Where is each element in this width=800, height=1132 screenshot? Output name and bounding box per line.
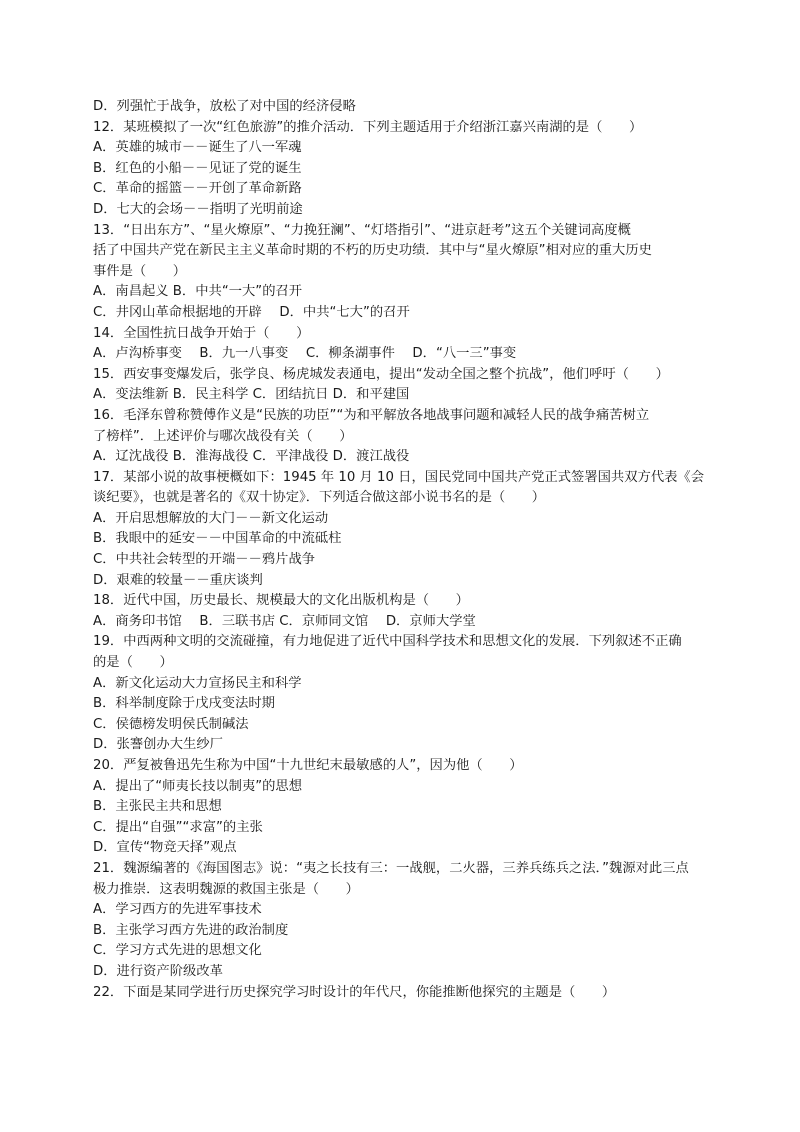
text-line: 括了中国共产党在新民主主义革命时期的不朽的历史功绩．其中与“星火燎原”相对应的重大历史 — [93, 243, 652, 259]
text-line: B．我眼中的延安－－中国革命的中流砥柱 — [93, 531, 342, 547]
text-line: 20．严复被鲁迅先生称为中国“十九世纪末最敏感的人”，因为他（ ） — [93, 758, 523, 773]
text-line: B．科举制度除于戊戌变法时期 — [93, 696, 275, 712]
text-line: B．红色的小船－－见证了党的诞生 — [93, 160, 302, 176]
text-line: D．宣传“物竞天择”观点 — [93, 840, 237, 856]
text-line: 事件是（ ） — [93, 263, 187, 279]
text-line: 22．下面是某同学进行历史探究学习时设计的年代尺，你能推断他探究的主题是（ ） — [93, 984, 616, 1000]
text-line: 12．某班模拟了一次“红色旅游”的推介活动．下列主题适用于介绍浙江嘉兴南湖的是（ ） — [93, 119, 643, 135]
text-line: A．卢沟桥事变 B．九一八事变 C．柳条湖事件 D．“八一三”事变 — [93, 346, 517, 362]
text-line: 21．魏源编著的《海国图志》说：“夷之长技有三：一战舰，二火器，三养兵练兵之法．”魏源对此三点 — [93, 860, 689, 876]
text-line: C．革命的摇篮－－开创了革命新路 — [93, 181, 302, 197]
text-line: C．侯德榜发明侯氏制碱法 — [93, 716, 249, 732]
text-line: D．艰难的较量－－重庆谈判 — [93, 572, 263, 588]
text-line: A．提出了“师夷长技以制夷”的思想 — [93, 778, 303, 794]
text-line: A．变法维新 B．民主科学 C．团结抗日 D．和平建国 — [93, 387, 410, 403]
text-line: 17．某部小说的故事梗概如下：1945 年 10 月 10 日，国民党同中国共产党正式签署国共双方代表《会 — [93, 469, 705, 485]
text-line: D．进行资产阶级改革 — [93, 963, 223, 979]
text-line: B．主张学习西方先进的政治制度 — [93, 922, 289, 938]
text-line: A．新文化运动大力宣扬民主和科学 — [93, 675, 302, 691]
text-line: 13．“日出东方”、“星火燎原”、“力挽狂澜”、“灯塔指引”、“进京赶考”这五个关键词高度概 — [93, 222, 631, 238]
text-line: 15．西安事变爆发后，张学良、杨虎城发表通电，提出“发动全国之整个抗战”，他们呼吁（ ） — [93, 366, 669, 382]
text-line: C．中共社会转型的开端－－鸦片战争 — [93, 552, 316, 568]
text-line: C．提出“自强”“求富”的主张 — [93, 819, 263, 835]
text-line: C．井冈山革命根据地的开辟 D．中共“七大”的召开 — [93, 304, 410, 320]
text-line: 16．毛泽东曾称赞傅作义是“民族的功臣”“为和平解放各地战事问题和减轻人民的战争痛苦树立 — [93, 407, 650, 423]
text-line: B．主张民主共和思想 — [93, 799, 222, 815]
text-line: 了榜样”．上述评价与哪次战役有关（ ） — [93, 428, 353, 444]
text-line: 19．中西两种文明的交流碰撞，有力地促进了近代中国科学技术和思想文化的发展．下列叙述不正确 — [93, 634, 682, 650]
text-line: 极力推崇．这表明魏源的救国主张是（ ） — [93, 881, 359, 897]
text-line: A．英雄的城市－－诞生了八一军魂 — [93, 140, 302, 156]
text-line: A．学习西方的先进军事技术 — [93, 902, 262, 918]
text-line: 的是（ ） — [93, 655, 173, 671]
text-line: 14．全国性抗日战争开始于（ ） — [93, 325, 310, 341]
text-line: A．辽沈战役 B．淮海战役 C．平津战役 D．渡江战役 — [93, 449, 410, 465]
text-line: A．开启思想解放的大门－－新文化运动 — [93, 510, 329, 526]
text-line: A．南昌起义 B．中共“一大”的召开 — [93, 284, 303, 300]
text-line: D．列强忙于战争，放松了对中国的经济侵略 — [93, 99, 356, 114]
document-page — [93, 97, 713, 1003]
text-line: 谈纪要》，也就是著名的《双十协定》．下列适合做这部小说书名的是（ ） — [93, 490, 546, 506]
text-line: D．张謇创办大生纱厂 — [93, 737, 223, 753]
text-line: A．商务印书馆 B．三联书店 C．京师同文馆 D．京师大学堂 — [93, 613, 476, 629]
text-line: C．学习方式先进的思想文化 — [93, 943, 262, 959]
text-line: D．七大的会场－－指明了光明前途 — [93, 201, 303, 217]
text-line: 18．近代中国，历史最长、规模最大的文化出版机构是（ ） — [93, 593, 469, 609]
